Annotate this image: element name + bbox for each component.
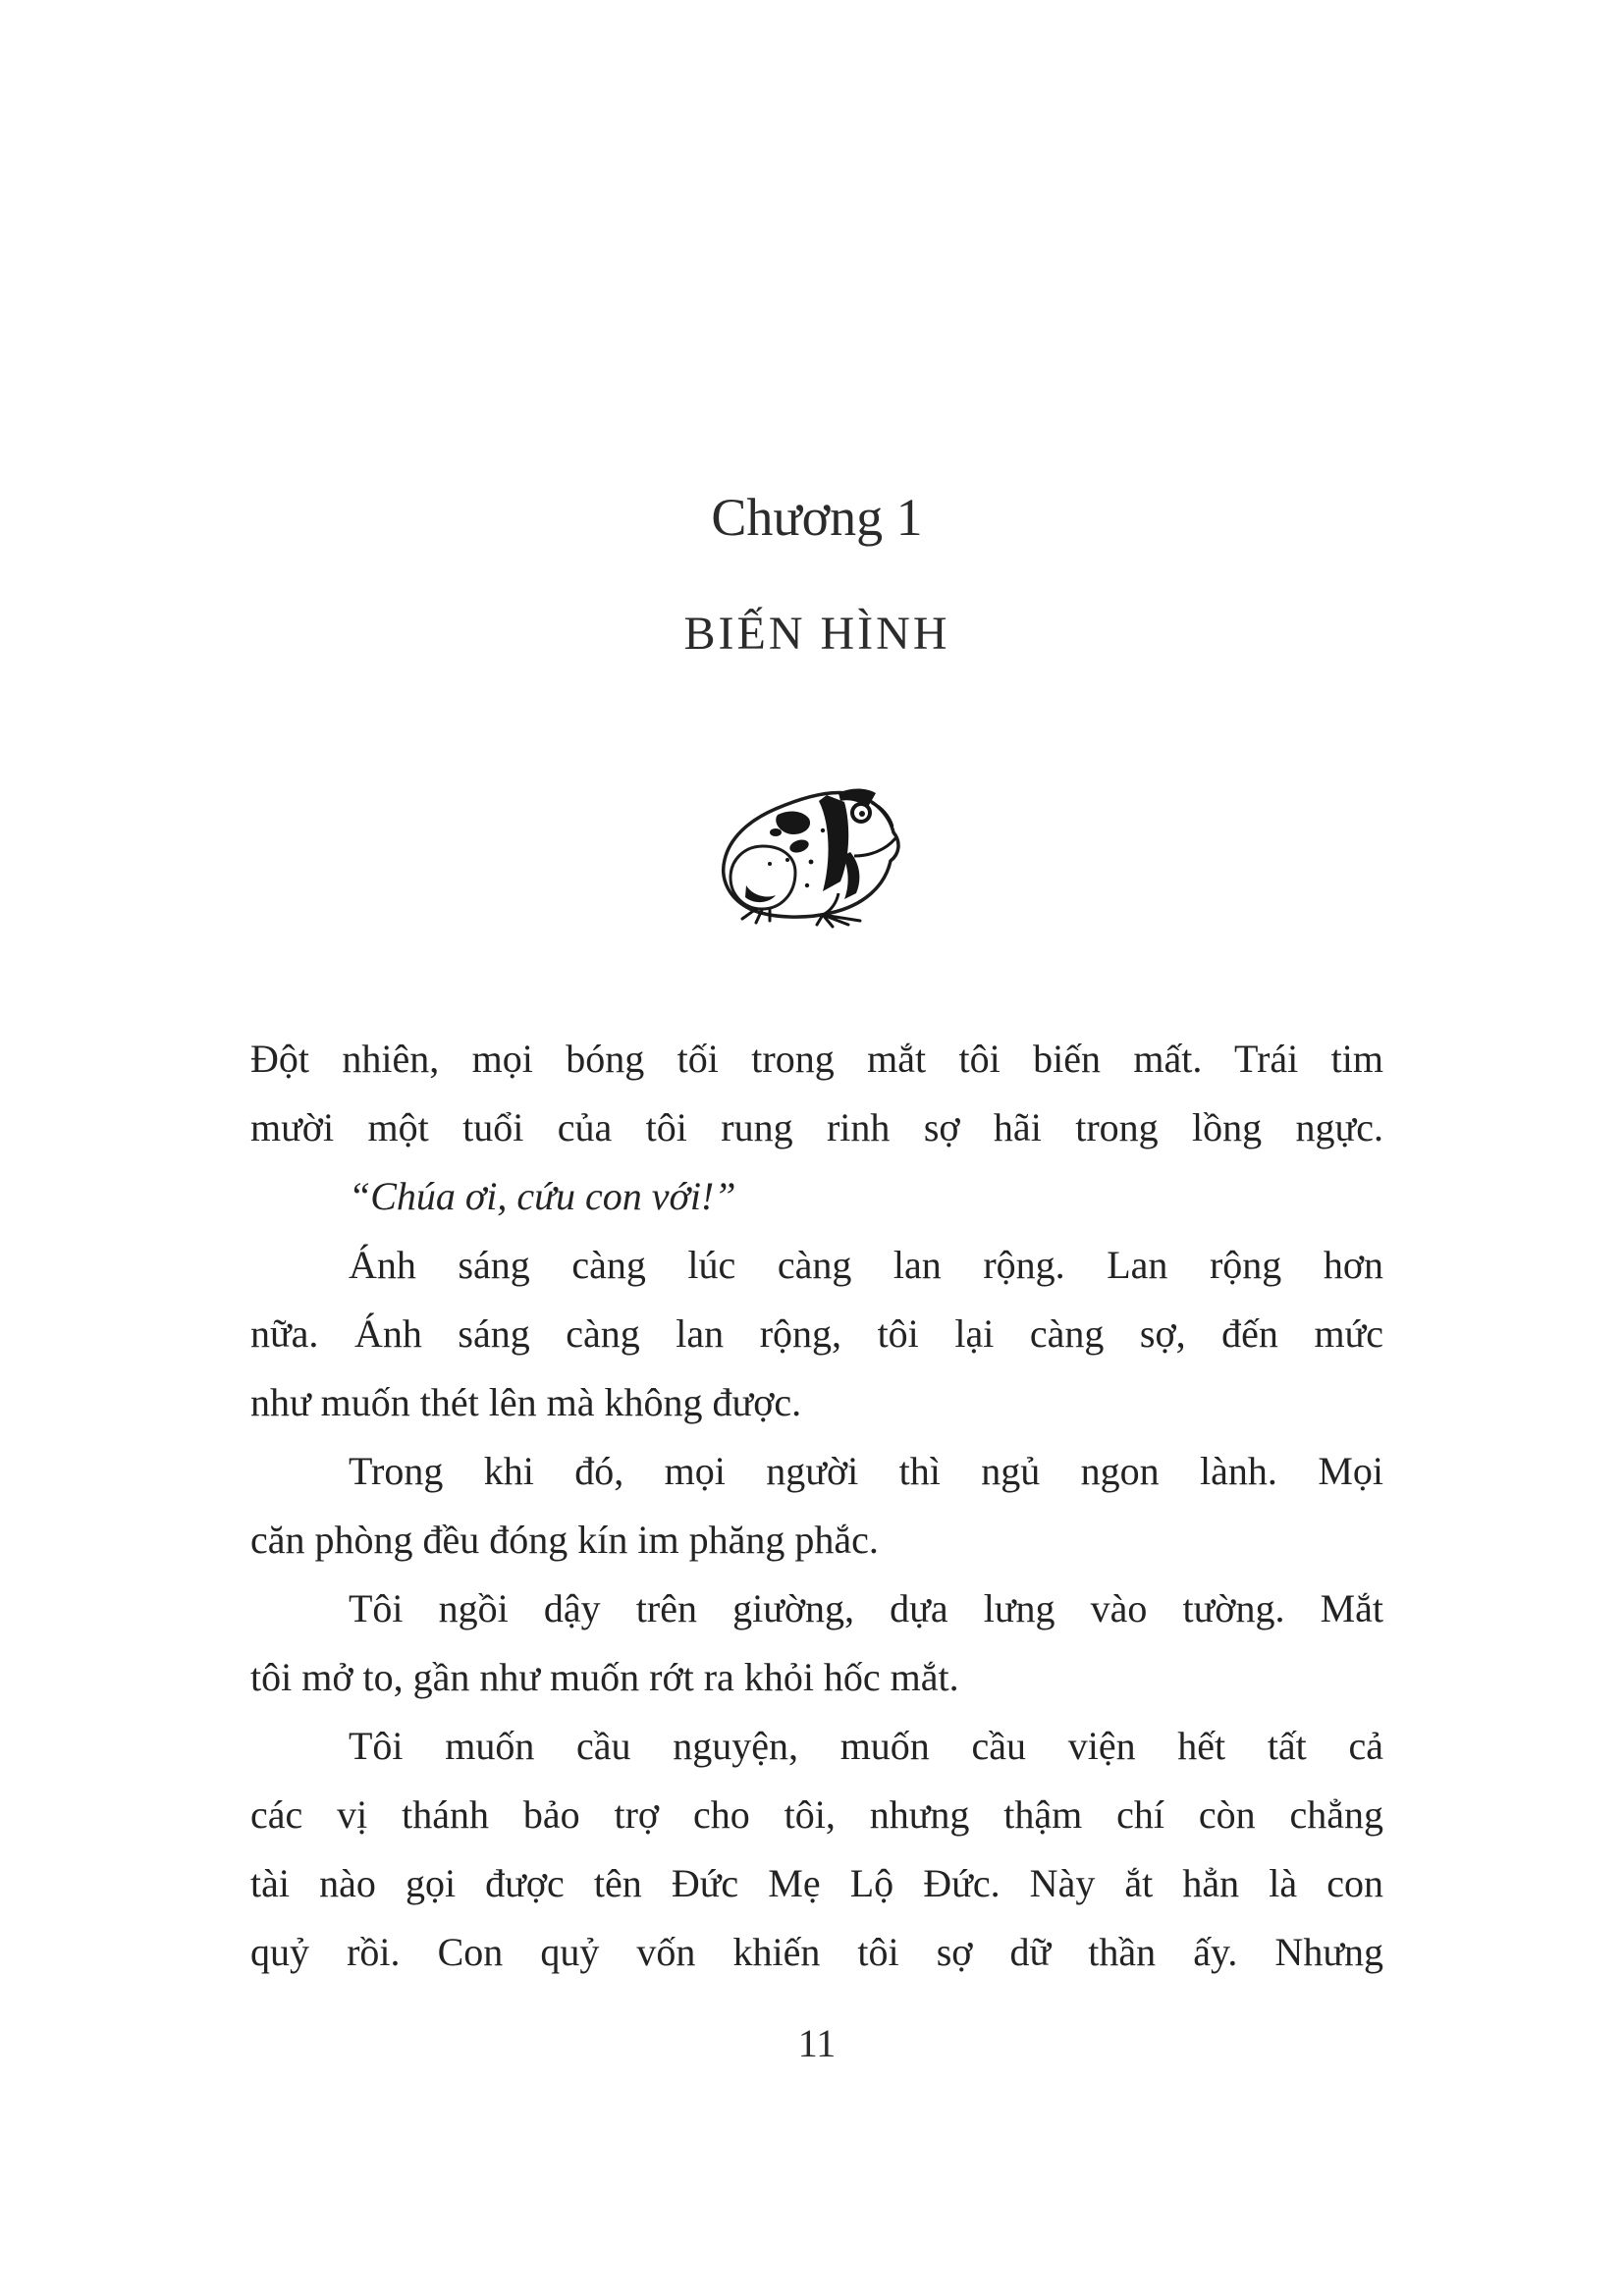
page-number: 11 (797, 2021, 837, 2065)
chapter-title: BIẾN HÌNH (683, 608, 950, 660)
toad-illustration (713, 770, 909, 929)
toad-icon (713, 770, 909, 929)
text-line: nữa. Ánh sáng càng lan rộng, tôi lại càng sợ, đến mức (250, 1311, 1383, 1356)
text-line: mười một tuổi của tôi rung rinh sợ hãi trong lồng ngực. (250, 1105, 1383, 1149)
text-line: căn phòng đều đóng kín im phăng phắc. (250, 1518, 879, 1562)
text-line: tài nào gọi được tên Đức Mẹ Lộ Đức. Này ắt hẳn là con (250, 1861, 1383, 1905)
body-text (250, 1025, 1383, 1987)
chapter-number: Chương 1 (711, 488, 923, 547)
text-line: Đột nhiên, mọi bóng tối trong mắt tôi biến mất. Trái tim (250, 1037, 1383, 1081)
text-line: Trong khi đó, mọi người thì ngủ ngon lành. Mọi (349, 1449, 1383, 1493)
text-line: “Chúa ơi, cứu con với!” (349, 1174, 736, 1218)
text-line: quỷ rồi. Con quỷ vốn khiến tôi sợ dữ thần ấy. Nhưng (250, 1930, 1383, 1974)
text-line: Tôi ngồi dậy trên giường, dựa lưng vào tường. Mắt (349, 1586, 1383, 1630)
text-line: Ánh sáng càng lúc càng lan rộng. Lan rộng hơn (349, 1243, 1383, 1287)
text-line: như muốn thét lên mà không được. (250, 1380, 802, 1424)
text-line: tôi mở to, gần như muốn rớt ra khỏi hốc mắt. (250, 1655, 959, 1699)
text-line: Tôi muốn cầu nguyện, muốn cầu viện hết tất cả (349, 1724, 1383, 1768)
text-line: các vị thánh bảo trợ cho tôi, nhưng thậm chí còn chẳng (250, 1792, 1383, 1837)
